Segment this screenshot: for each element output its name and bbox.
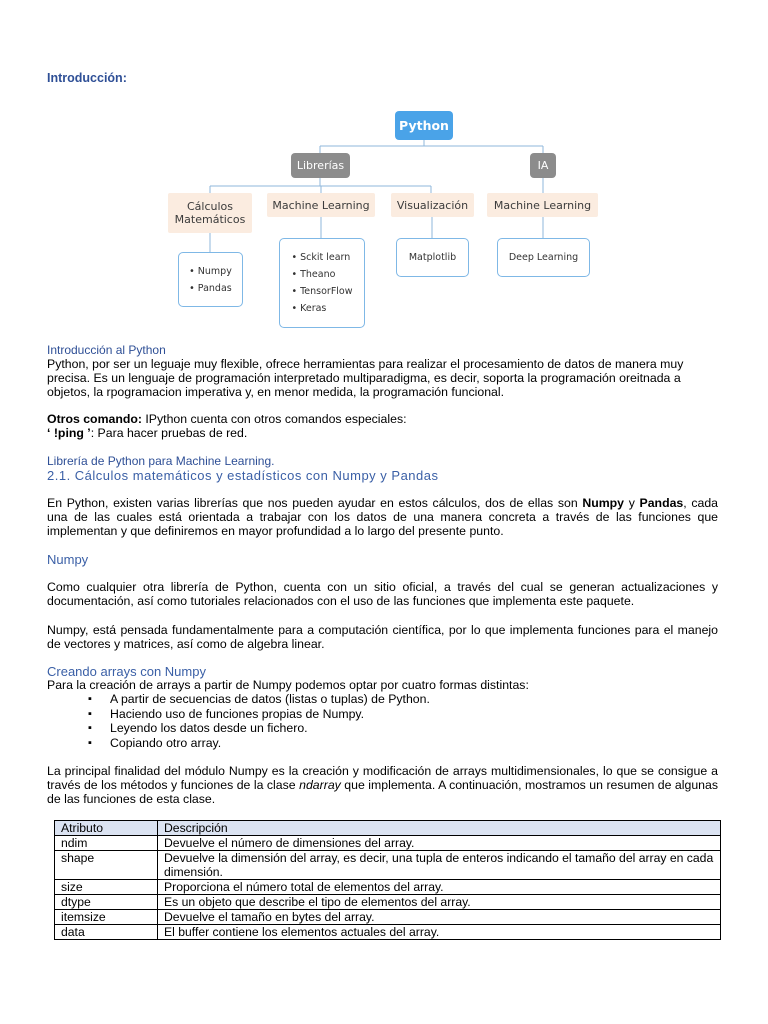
leaf-item: • Keras xyxy=(291,303,327,314)
diagram-node-machine-learning: Machine Learning xyxy=(267,193,375,217)
list-item: ▪ A partir de secuencias de datos (listas o tuplas) de Python. xyxy=(47,692,718,707)
otros-label: Otros comando: xyxy=(47,412,142,426)
diagram-leaf-calculos xyxy=(178,252,243,307)
intro-python-heading: Introducción al Python xyxy=(47,343,166,357)
leaf-item: • Numpy xyxy=(189,265,232,277)
table-cell: Devuelve el número de dimensiones del array. xyxy=(158,836,721,851)
leaf-item: • Sckit learn xyxy=(291,252,351,263)
arrays-list xyxy=(47,692,718,750)
numpy-para1: Como cualquier otra librería de Python, cuenta con un sitio oficial, a través del cual se generan actualizaciones y documentación, así como tutoriales relacionados con el uso de las funciones que implementa este paquete. xyxy=(47,580,718,608)
diagram-leaf-matplotlib: Matplotlib xyxy=(396,238,469,277)
list-item: ▪ Leyendo los datos desde un fichero. xyxy=(47,721,718,736)
otros-comando xyxy=(47,412,718,440)
ping-text: : Para hacer pruebas de red. xyxy=(90,426,248,440)
list-item: ▪ Copiando otro array. xyxy=(47,736,718,751)
table-header-row xyxy=(55,821,721,836)
table-cell: Es un objeto que describe el tipo de elementos del array. xyxy=(158,895,721,910)
para-text: En Python, existen varias librerías que nos pueden ayudar en estos cálculos, dos de ellas son xyxy=(47,496,583,510)
table-row xyxy=(55,895,721,910)
leaf-item: • Pandas xyxy=(189,282,232,294)
table-cell: Proporciona el número total de elementos del array. xyxy=(158,880,721,895)
ping-label: ‘ !ping ’ xyxy=(47,426,91,440)
table-cell: Devuelve el tamaño en bytes del array. xyxy=(158,910,721,925)
table-cell: shape xyxy=(55,851,158,880)
diagram-node-ia-machine-learning: Machine Learning xyxy=(487,193,598,217)
table-row xyxy=(55,880,721,895)
table-cell: data xyxy=(55,925,158,940)
table-cell: El buffer contiene los elementos actuales del array. xyxy=(158,925,721,940)
final-para xyxy=(47,764,718,806)
para-text: , cada una de las cuales está orientada a trabajar con los datos de una manera concreta a través de las funciones que implementan y que definiremos en mayor profundidad a lo largo del presente punto. xyxy=(47,496,719,538)
arrays-intro: Para la creación de arrays a partir de Numpy podemos optar por cuatro formas distintas: xyxy=(47,678,529,692)
intro-python-text: Python, por ser un leguaje muy flexible, ofrece herramientas para realizar el procesamiento de datos de manera muy precisa. Es un lenguaje de programación interpretado multiparadigma, es decir, soporta la programación oreitnada a objetos, la rpogramacion imperativa y, en menor medida, la programación funcional. xyxy=(47,357,684,399)
table-header-cell: Atributo xyxy=(55,821,158,836)
pandas-bold: Pandas xyxy=(639,496,684,510)
arrays-heading: Creando arrays con Numpy xyxy=(47,664,206,679)
table-row xyxy=(55,836,721,851)
leaf-item: • Theano xyxy=(291,269,336,280)
table-cell: ndim xyxy=(55,836,158,851)
table-row xyxy=(55,925,721,940)
table-row xyxy=(55,851,721,880)
diagram-node-ia: IA xyxy=(530,153,556,178)
ndarray-italic: ndarray xyxy=(299,778,341,792)
table-header-cell: Descripción xyxy=(158,821,721,836)
diagram-node-visualizacion: Visualización xyxy=(391,193,474,217)
numpy-bold: Numpy xyxy=(582,496,625,510)
python-diagram xyxy=(0,0,768,340)
numpy-heading: Numpy xyxy=(47,552,89,567)
diagram-node-python: Python xyxy=(395,111,453,140)
diagram-leaf-deep-learning: Deep Learning xyxy=(497,238,590,277)
table-row xyxy=(55,910,721,925)
table-cell: dtype xyxy=(55,895,158,910)
leaf-item: • TensorFlow xyxy=(291,286,353,297)
diagram-leaf-ml xyxy=(279,238,365,328)
otros-text: IPython cuenta con otros comandos especiales: xyxy=(141,412,407,426)
table-cell: size xyxy=(55,880,158,895)
numpy-para2: Numpy, está pensada fundamentalmente para a computación científica, por lo que implementa funciones para el manejo de vectores y matrices, así como de algebra linear. xyxy=(47,623,718,651)
para-python-libs xyxy=(47,496,718,538)
para-text: La principal finalidad del módulo Numpy es la creación y modificación de arrays multidimensionales, lo que se consigue a través de los métodos y funciones de la clase xyxy=(47,764,718,792)
diagram-node-calculos: Cálculos Matemáticos xyxy=(168,193,252,233)
list-item: ▪ Haciendo uso de funciones propias de Numpy. xyxy=(47,707,718,722)
intro-title: Introducción: xyxy=(47,71,127,85)
libreria-heading: Librería de Python para Machine Learning. xyxy=(47,454,275,468)
section-2-1-title: 2.1. Cálculos matemáticos y estadísticos con Numpy y Pandas xyxy=(47,468,439,483)
para-text: y xyxy=(624,496,640,510)
table-cell: Devuelve la dimensión del array, es decir, una tupla de enteros indicando el tamaño del array en cada dimensión. xyxy=(158,851,721,880)
table-cell: itemsize xyxy=(55,910,158,925)
diagram-node-librerias: Librerías xyxy=(291,153,350,178)
diagram-connectors xyxy=(0,0,768,340)
attributes-table xyxy=(54,820,721,940)
para-text: que implementa. A continuación, mostramos un resumen de algunas de las funciones de esta clase. xyxy=(47,778,719,806)
